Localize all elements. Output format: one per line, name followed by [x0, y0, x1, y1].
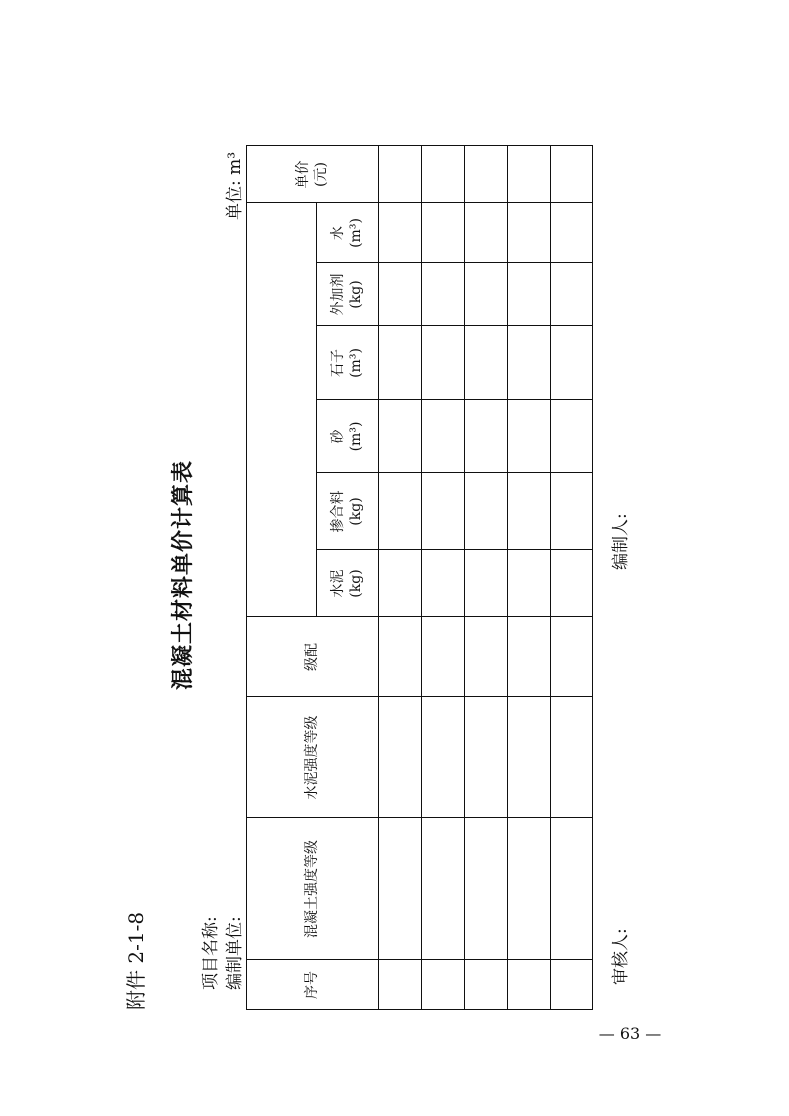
header-unit-price-label: 单价 — [295, 160, 311, 189]
editor-label: 编制人: — [611, 513, 631, 570]
project-name-label: 项目名称: — [201, 916, 221, 990]
header-sand-unit: (m³) — [348, 421, 364, 452]
header-additive — [316, 263, 378, 326]
header-unit-price — [246, 146, 378, 203]
header-additive-unit: (kg) — [348, 280, 364, 309]
compiling-unit-label: 编制单位: — [225, 916, 245, 990]
header-water — [316, 203, 378, 263]
attachment-label: 附件 2-1-8 — [124, 911, 148, 1010]
header-cement-label: 水泥 — [330, 569, 346, 598]
header-seq: 序号 — [304, 971, 320, 999]
header-cement — [316, 550, 378, 617]
price-table — [246, 145, 593, 1010]
header-gradation: 级配 — [304, 643, 320, 671]
header-admixture-material-unit: (kg) — [348, 497, 364, 526]
header-admixture-material — [316, 473, 378, 550]
header-sand — [316, 400, 378, 473]
header-stone-label: 石子 — [330, 349, 346, 377]
header-additive-label: 外加剂 — [330, 273, 346, 316]
reviewer-label: 审核人: — [611, 928, 631, 985]
header-cement-unit: (kg) — [348, 569, 364, 598]
header-water-label: 水 — [330, 226, 346, 240]
header-concrete-grade: 混凝土强度等级 — [304, 840, 320, 938]
page-number: — 63 — — [598, 1024, 662, 1043]
header-stone — [316, 326, 378, 400]
header-sand-label: 砂 — [330, 429, 346, 444]
header-unit-price-unit: (元) — [313, 162, 329, 187]
header-stone-unit: (m³) — [348, 348, 364, 378]
document-title: 混凝土材料单价计算表 — [170, 459, 196, 690]
rotated-page — [100, 120, 720, 1020]
header-water-unit: (m³) — [348, 218, 364, 248]
unit-label: 单位: m³ — [225, 151, 245, 220]
header-cement-grade: 水泥强度等级 — [304, 715, 320, 800]
header-admixture-material-label: 掺合料 — [330, 490, 346, 533]
